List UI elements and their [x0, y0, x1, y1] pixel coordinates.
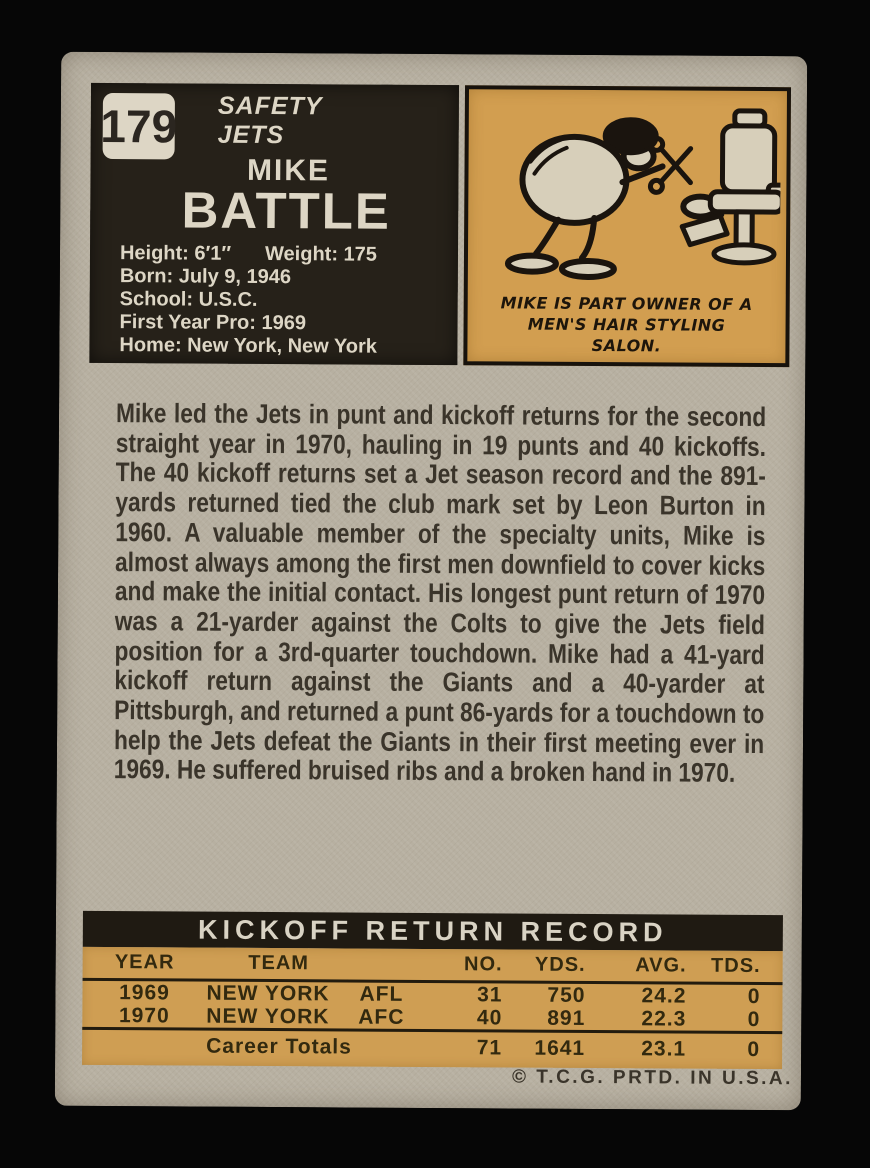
table-body — [82, 947, 783, 1069]
col-header-yds: YDS. — [534, 953, 586, 976]
cell-league: AFL — [359, 982, 404, 1006]
cell-year: 1969 — [119, 981, 170, 1005]
col-header-league-spacer — [321, 964, 443, 965]
col-header-avg: AVG. — [635, 954, 687, 977]
totals-no: 71 — [476, 1035, 503, 1059]
player-team: JETS — [217, 120, 285, 150]
totals-label: Career Totals — [206, 1034, 352, 1059]
bio-home: Home: New York, New York — [119, 334, 377, 358]
player-position: SAFETY — [217, 91, 323, 121]
totals-tds: 0 — [747, 1037, 761, 1061]
table-title: KICKOFF RETURN RECORD — [83, 911, 783, 951]
bio-weight: Weight: 175 — [265, 242, 378, 266]
cell-no: 31 — [477, 983, 503, 1007]
football-player-barber-figure — [508, 118, 727, 277]
scissors-icon — [650, 138, 690, 192]
bio-first-year-pro: First Year Pro: 1969 — [119, 311, 307, 335]
table-totals-row — [82, 1030, 782, 1065]
bio-height: Height: 6′1′′ — [119, 242, 232, 265]
cell-avg: 24.2 — [641, 984, 687, 1008]
cartoon-caption-line1: MIKE IS PART OWNER OF A — [500, 293, 753, 314]
player-name — [90, 153, 458, 240]
cell-year: 1970 — [118, 1004, 170, 1028]
cell-team: NEW YORK — [206, 1004, 330, 1029]
player-info-panel — [89, 83, 459, 365]
bio-height-weight — [120, 242, 450, 267]
cell-tds: 0 — [747, 1007, 761, 1032]
position-team-block — [218, 92, 323, 151]
cell-yds: 891 — [547, 1006, 586, 1030]
col-header-team: TEAM — [248, 951, 310, 975]
totals-avg: 23.1 — [641, 1036, 687, 1061]
bio-school: School: U.S.C. — [119, 288, 258, 311]
player-bio — [119, 242, 450, 359]
cell-yds: 750 — [547, 983, 586, 1007]
bio-born: Born: July 9, 1946 — [119, 265, 292, 289]
cartoon-caption-line3: SALON. — [591, 335, 662, 356]
cartoon-panel — [463, 85, 791, 367]
col-header-tds: TDS. — [711, 954, 761, 978]
barber-chair — [682, 111, 781, 264]
totals-yds: 1641 — [534, 1036, 586, 1060]
cartoon-caption — [467, 292, 785, 357]
totals-spacer — [82, 1045, 206, 1046]
player-description: Mike led the Jets in punt and kickoff returns for the second straight year in 1970, hauling in 19 punts and 40 kickoffs. The 40 kickoff returns set a Jet season record and the 891-yards returned tied the club mark set by Leon Burton in 1960. A valuable member of the specialty units, Mike is almost always among the first men downfield to cover kicks and make the initial contact. His longest punt return of 1970 was a 21-yarder against the Colts to give the Jets field position for a 3rd-quarter touchdown. Mike had a 41-yard kickoff return against the Giants and a 40-yarder at Pittsburgh, and returned a punt 86-yards for a touchdown to help the Jets defeat the Giants in their first meeting ever in 1969. He suffered bruised ribs and a broken hand in 1970. — [113, 398, 767, 789]
kickoff-return-record-table — [82, 911, 783, 1069]
card-number-badge — [100, 93, 178, 159]
cartoon-illustration — [476, 95, 781, 293]
cell-avg: 22.3 — [641, 1007, 687, 1031]
cell-team: NEW YORK — [206, 981, 330, 1006]
cell-no: 40 — [476, 1006, 503, 1030]
trading-card-back — [55, 52, 807, 1111]
col-header-no: NO. — [464, 953, 503, 976]
copyright-line: © T.C.G. PRTD. IN U.S.A. — [512, 1066, 794, 1090]
cell-league: AFC — [358, 1005, 405, 1029]
player-last-name: BATTLE — [181, 181, 392, 240]
table-header-row — [83, 947, 783, 982]
table-row-1970 — [82, 1004, 782, 1031]
cartoon-caption-line2: MEN'S HAIR STYLING — [527, 314, 726, 335]
col-header-year: YEAR — [114, 951, 175, 974]
card-number: 179 — [100, 99, 178, 153]
player-first-name: MIKE — [246, 153, 331, 188]
cell-tds: 0 — [747, 984, 761, 1009]
